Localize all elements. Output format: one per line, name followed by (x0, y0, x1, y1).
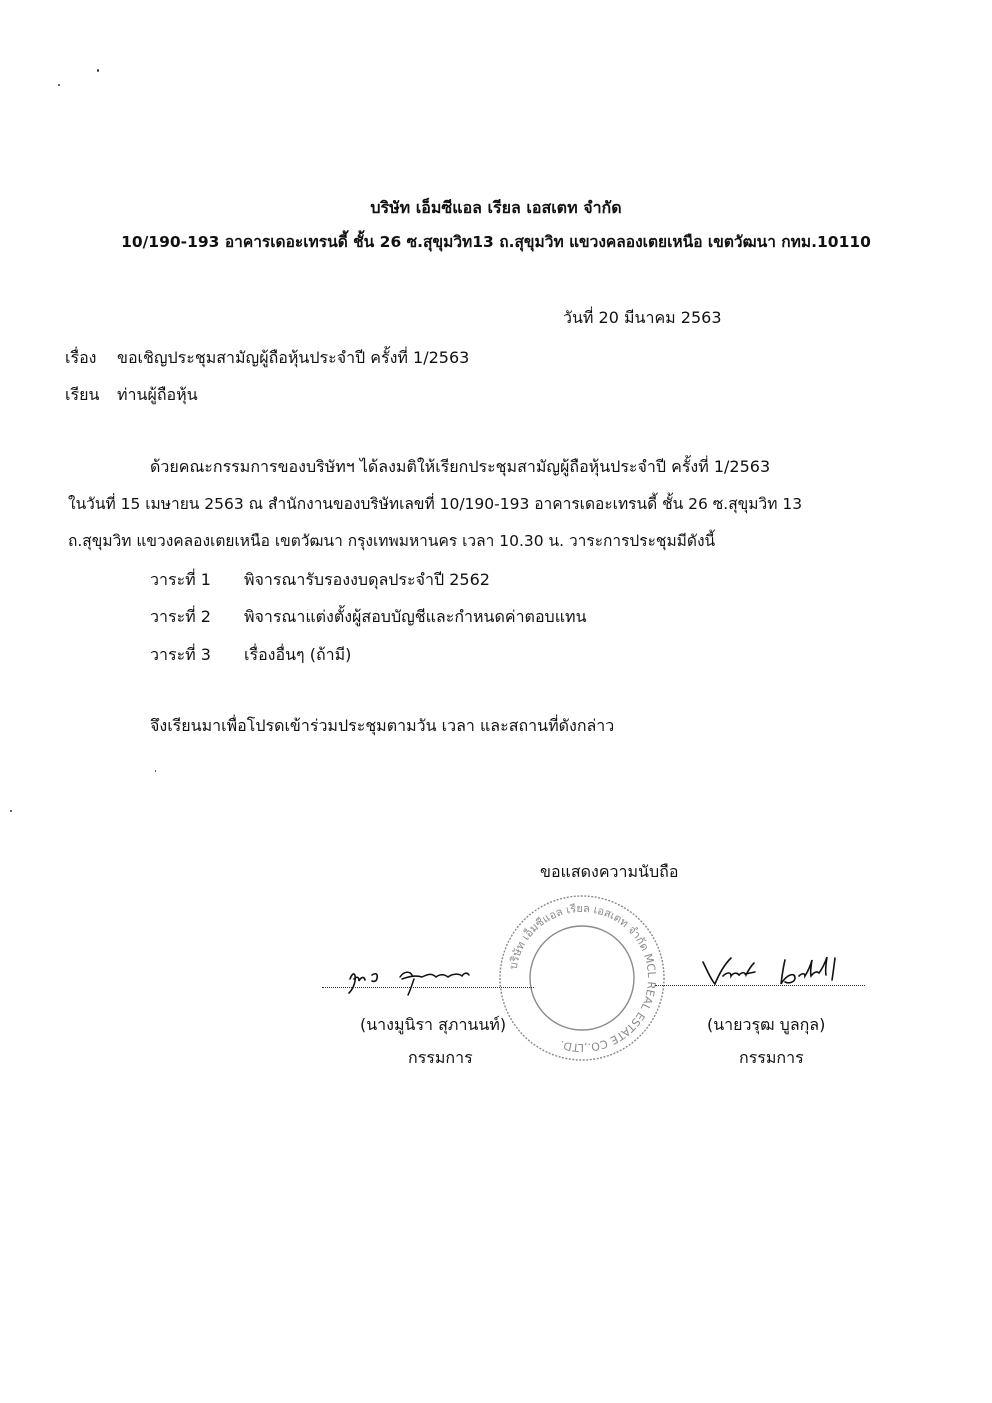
signatory-name: (นางมูนิรา สุภานนท์) (360, 1015, 507, 1034)
subject-text: ขอเชิญประชุมสามัญผู้ถือหุ้นประจำปี ครั้งที่ 1/2563 (117, 348, 470, 367)
signature-line (322, 987, 534, 988)
signature-1 (340, 957, 505, 997)
scan-speck (155, 770, 156, 772)
agenda-label: วาระที่ 1 (150, 570, 211, 589)
company-address: 10/190-193 อาคารเดอะเทรนดี้ ชั้น 26 ซ.สุขุมวิท13 ถ.สุขุมวิท แขวงคลองเตยเหนือ เขตวัฒนา กทม.10110 (121, 233, 871, 251)
recipient-text: ท่านผู้ถือหุ้น (117, 385, 198, 404)
signatory-name: (นายวรุฒ บูลกุล) (707, 1015, 826, 1034)
signatory-title: กรรมการ (739, 1048, 804, 1067)
body-line: ด้วยคณะกรรมการของบริษัทฯ ได้ลงมติให้เรียกประชุมสามัญผู้ถือหุ้นประจำปี ครั้งที่ 1/2563 (150, 457, 771, 476)
regards-text: ขอแสดงความนับถือ (540, 862, 679, 881)
body-line: ในวันที่ 15 เมษายน 2563 ณ สำนักงานของบริษัทเลขที่ 10/190-193 อาคารเดอะเทรนดี้ ชั้น 26 ซ.สุขุมวิท 13 (68, 495, 803, 513)
signature-line (655, 985, 865, 986)
recipient-label: เรียน (65, 385, 100, 404)
agenda-label: วาระที่ 3 (150, 645, 211, 664)
agenda-text: พิจารณารับรองงบดุลประจำปี 2562 (244, 570, 490, 589)
scan-speck (97, 69, 99, 72)
body-line: ถ.สุขุมวิท แขวงคลองเตยเหนือ เขตวัฒนา กรุงเทพมหานคร เวลา 10.30 น. วาระการประชุมมีดังนี้ (68, 532, 716, 550)
letter-date: วันที่ 20 มีนาคม 2563 (563, 308, 722, 327)
seal-text: บริษัท เอ็มซีแอล เรียล เอสเตท จำกัด MCL REAL ESTATE CO.,LTD. (506, 901, 659, 1055)
company-name: บริษัท เอ็มซีแอล เรียล เอสเตท จำกัด (370, 198, 622, 217)
scan-speck (10, 810, 12, 812)
closing-line: จึงเรียนมาเพื่อโปรดเข้าร่วมประชุมตามวัน เวลา และสถานที่ดังกล่าว (150, 716, 615, 735)
signatory-title: กรรมการ (408, 1048, 473, 1067)
subject-label: เรื่อง (65, 348, 97, 367)
agenda-text: พิจารณาแต่งตั้งผู้สอบบัญชีและกำหนดค่าตอบแทน (244, 607, 587, 626)
agenda-text: เรื่องอื่นๆ (ถ้ามี) (244, 645, 352, 664)
scan-speck (58, 84, 60, 86)
agenda-label: วาระที่ 2 (150, 607, 211, 626)
company-seal (497, 893, 667, 1063)
